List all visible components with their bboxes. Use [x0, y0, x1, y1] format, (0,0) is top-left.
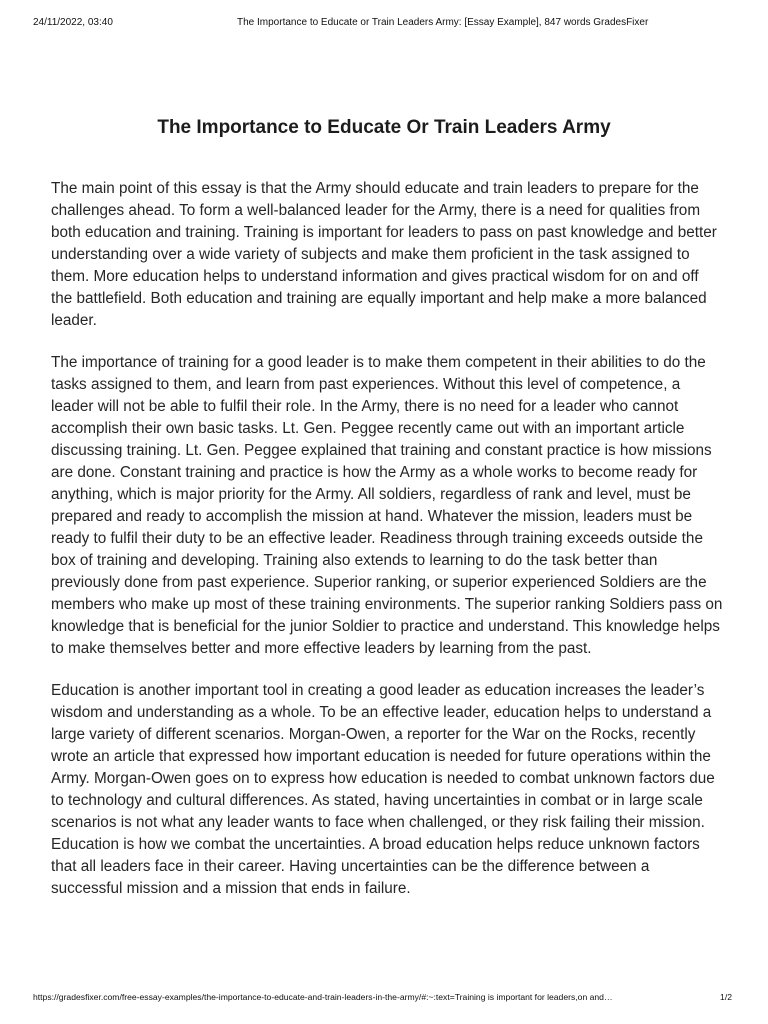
essay-paragraph: The importance of training for a good leader is to make them competent in their abilities to do the tasks assigned to them, and learn from past experiences. Without this level of competence, a leader will not be able to fulfil their role. In the Army, there is no need for a leader who cannot accomplish their own basic tasks. Lt. Gen. Peggee recently came out with an important article discussing training. Lt. Gen. Peggee explained that training and constant practice is how missions are done. Constant training and practice is how the Army as a whole works to become ready for anything, which is major priority for the Army. All soldiers, regardless of rank and level, must be prepared and ready to accomplish the mission at hand. Whatever the mission, leaders must be ready to fulfil their duty to be an effective leader. Readiness through training exceeds outside the box of training and developing. Training also extends to learning to do the task better than previously done from past experience. Superior ranking, or superior experienced Soldiers are the members who make up most of these training environments. The superior ranking Soldiers pass on knowledge that is beneficial for the junior Soldier to practice and understand. This knowledge helps to make themselves better and more effective leaders by learning from the past. [51, 354, 723, 657]
page-number: 1/2 [720, 992, 732, 1002]
print-footer [33, 992, 735, 1004]
essay-body [51, 178, 723, 920]
page-url: https://gradesfixer.com/free-essay-examples/the-importance-to-educate-and-train-leaders-in-the-army/#:~:text=Training is important for leaders,on and… [33, 992, 613, 1002]
essay-paragraph: Education is another important tool in creating a good leader as education increases the leader’s wisdom and understanding as a whole. To be an effective leader, education helps to understand a large variety of different scenarios. Morgan-Owen, a reporter for the War on the Rocks, recently wrote an article that expressed how important education is needed for future operations within the Army. Morgan-Owen goes on to express how education is needed to combat unknown factors due to technology and cultural differences. As stated, having uncertainties in combat or in large scale scenarios is not what any leader wants to face when challenged, or they risk failing their mission. Education is how we combat the uncertainties. A broad education helps reduce unknown factors that all leaders face in their career. Having uncertainties can be the difference between a successful mission and a mission that ends in failure. [51, 682, 715, 897]
essay-title: The Importance to Educate Or Train Leaders Army [157, 117, 611, 138]
essay-paragraph: The main point of this essay is that the Army should educate and train leaders to prepare for the challenges ahead. To form a well-balanced leader for the Army, there is a need for qualities from both education and training. Training is important for leaders to pass on past knowledge and better understanding over a wide variety of subjects and make them proficient in the task assigned to them. More education helps to understand information and gives practical wisdom for on and off the battlefield. Both education and training are equally important and help make a more balanced leader. [51, 180, 717, 329]
print-date: 24/11/2022, 03:40 [33, 17, 113, 28]
document-title: The Importance to Educate or Train Leaders Army: [Essay Example], 847 words GradesFixer [237, 17, 649, 28]
print-header [33, 17, 735, 31]
